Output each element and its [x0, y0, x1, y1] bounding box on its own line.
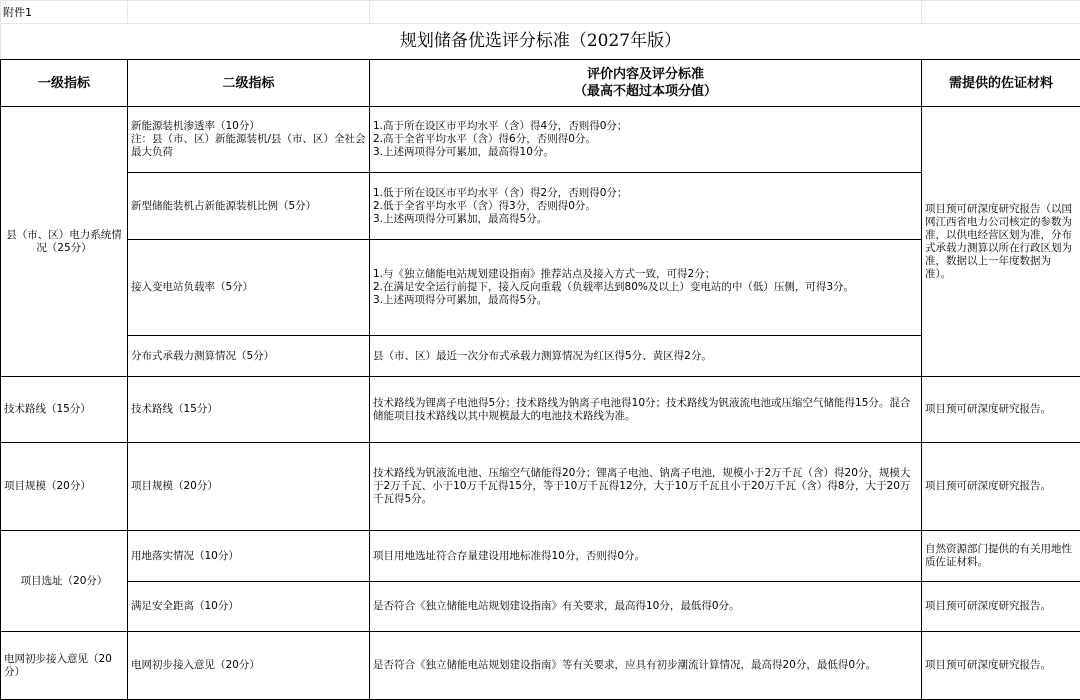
level1-power-system: 县（市、区）电力系统情况（25分） — [1, 107, 128, 377]
level2-tech-route: 技术路线（15分） — [128, 377, 370, 443]
criteria-line: 1.高于所在设区市平均水平（含）得4分，否则得0分； — [373, 120, 628, 132]
attachment-label: 附件1 — [1, 1, 128, 24]
level1-grid-access: 电网初步接入意见（20分） — [1, 632, 128, 700]
level2-storage-ratio: 新型储能装机占新能源装机比例（5分） — [128, 173, 370, 240]
criteria-line: 3.上述两项得分可累加，最高得5分。 — [373, 294, 548, 306]
criteria-cell: 是否符合《独立储能电站规划建设指南》等有关要求，应具有初步潮流计算情况，最高得20分，最低得0分。 — [370, 632, 922, 700]
empty-cell — [370, 1, 922, 24]
criteria-cell: 县（市、区）最近一次分布式承载力测算情况为红区得5分、黄区得2分。 — [370, 336, 922, 377]
criteria-line: 3.上述两项得分可累加，最高得10分。 — [373, 146, 554, 158]
header-criteria — [370, 60, 922, 107]
header-criteria-line1: 评价内容及评分标准 — [586, 67, 704, 82]
level1-project-scale: 项目规模（20分） — [1, 443, 128, 531]
level2-project-scale: 项目规模（20分） — [128, 443, 370, 531]
evidence-tech-route: 项目预可研深度研究报告。 — [922, 377, 1080, 443]
evidence-project-scale: 项目预可研深度研究报告。 — [922, 443, 1080, 531]
criteria-cell — [370, 240, 922, 336]
evidence-land-use: 自然资源部门提供的有关用地性质佐证材料。 — [922, 531, 1080, 582]
header-criteria-line2: （最高不超过本项分值） — [573, 84, 717, 99]
empty-cell — [128, 1, 370, 24]
criteria-cell: 项目用地选址符合存量建设用地标准得10分，否则得0分。 — [370, 531, 922, 582]
level2-note: 注：县（市、区）新能源装机/县（市、区）全社会最大负荷 — [131, 133, 366, 158]
header-level1: 一级指标 — [1, 60, 128, 107]
empty-cell — [922, 1, 1080, 24]
header-level2: 二级指标 — [128, 60, 370, 107]
criteria-cell — [370, 107, 922, 173]
level2-text: 新能源装机渗透率（10分） — [131, 120, 260, 132]
level1-site-selection: 项目选址（20分） — [1, 531, 128, 632]
level2-substation-load: 接入变电站负载率（5分） — [128, 240, 370, 336]
criteria-cell: 技术路线为钒液流电池、压缩空气储能得20分；锂离子电池、钠离子电池，规模小于2万千瓦（含）得20分，规模大于2万千瓦、小于10万千瓦得15分，等于10万千瓦得12分，大于10万千瓦且小于20万千瓦（含）得8分，大于20万千瓦得5分。 — [370, 443, 922, 531]
level1-tech-route: 技术路线（15分） — [1, 377, 128, 443]
criteria-cell: 是否符合《独立储能电站规划建设指南》有关要求，最高得10分，最低得0分。 — [370, 582, 922, 632]
criteria-line: 2.高于全省平均水平（含）得6分，否则得0分。 — [373, 133, 596, 145]
page-title: 规划储备优选评分标准（2027年版） — [1, 24, 1080, 60]
level2-distributed-capacity: 分布式承载力测算情况（5分） — [128, 336, 370, 377]
evidence-grid-access: 项目预可研深度研究报告。 — [922, 632, 1080, 700]
criteria-line: 1.与《独立储能电站规划建设指南》推荐站点及接入方式一致，可得2分； — [373, 268, 716, 280]
level2-land-use: 用地落实情况（10分） — [128, 531, 370, 582]
level2-renewable-penetration — [128, 107, 370, 173]
criteria-line: 2.在满足安全运行前提下，接入反向重载（负载率达到80%及以上）变电站的中（低）压侧，可得3分。 — [373, 281, 855, 293]
criteria-cell: 技术路线为锂离子电池得5分；技术路线为钠离子电池得10分；技术路线为钒液流电池或压缩空气储能得15分。混合储能项目技术路线以其中规模最大的电池技术路线为准。 — [370, 377, 922, 443]
header-evidence: 需提供的佐证材料 — [922, 60, 1080, 107]
criteria-line: 2.低于全省平均水平（含）得3分，否则得0分。 — [373, 199, 596, 212]
evidence-safety-distance: 项目预可研深度研究报告。 — [922, 582, 1080, 632]
criteria-line: 3.上述两项得分可累加，最高得5分。 — [373, 212, 548, 225]
criteria-cell — [370, 173, 922, 240]
evidence-power-system: 项目预可研深度研究报告（以国网江西省电力公司核定的参数为准，以供电经营区划为准，分布式承载力测算以所在行政区划为准，数据以上一年度数据为准）。 — [922, 107, 1080, 377]
level2-grid-access: 电网初步接入意见（20分） — [128, 632, 370, 700]
criteria-line: 1.低于所在设区市平均水平（含）得2分，否则得0分； — [373, 186, 628, 199]
level2-safety-distance: 满足安全距离（10分） — [128, 582, 370, 632]
